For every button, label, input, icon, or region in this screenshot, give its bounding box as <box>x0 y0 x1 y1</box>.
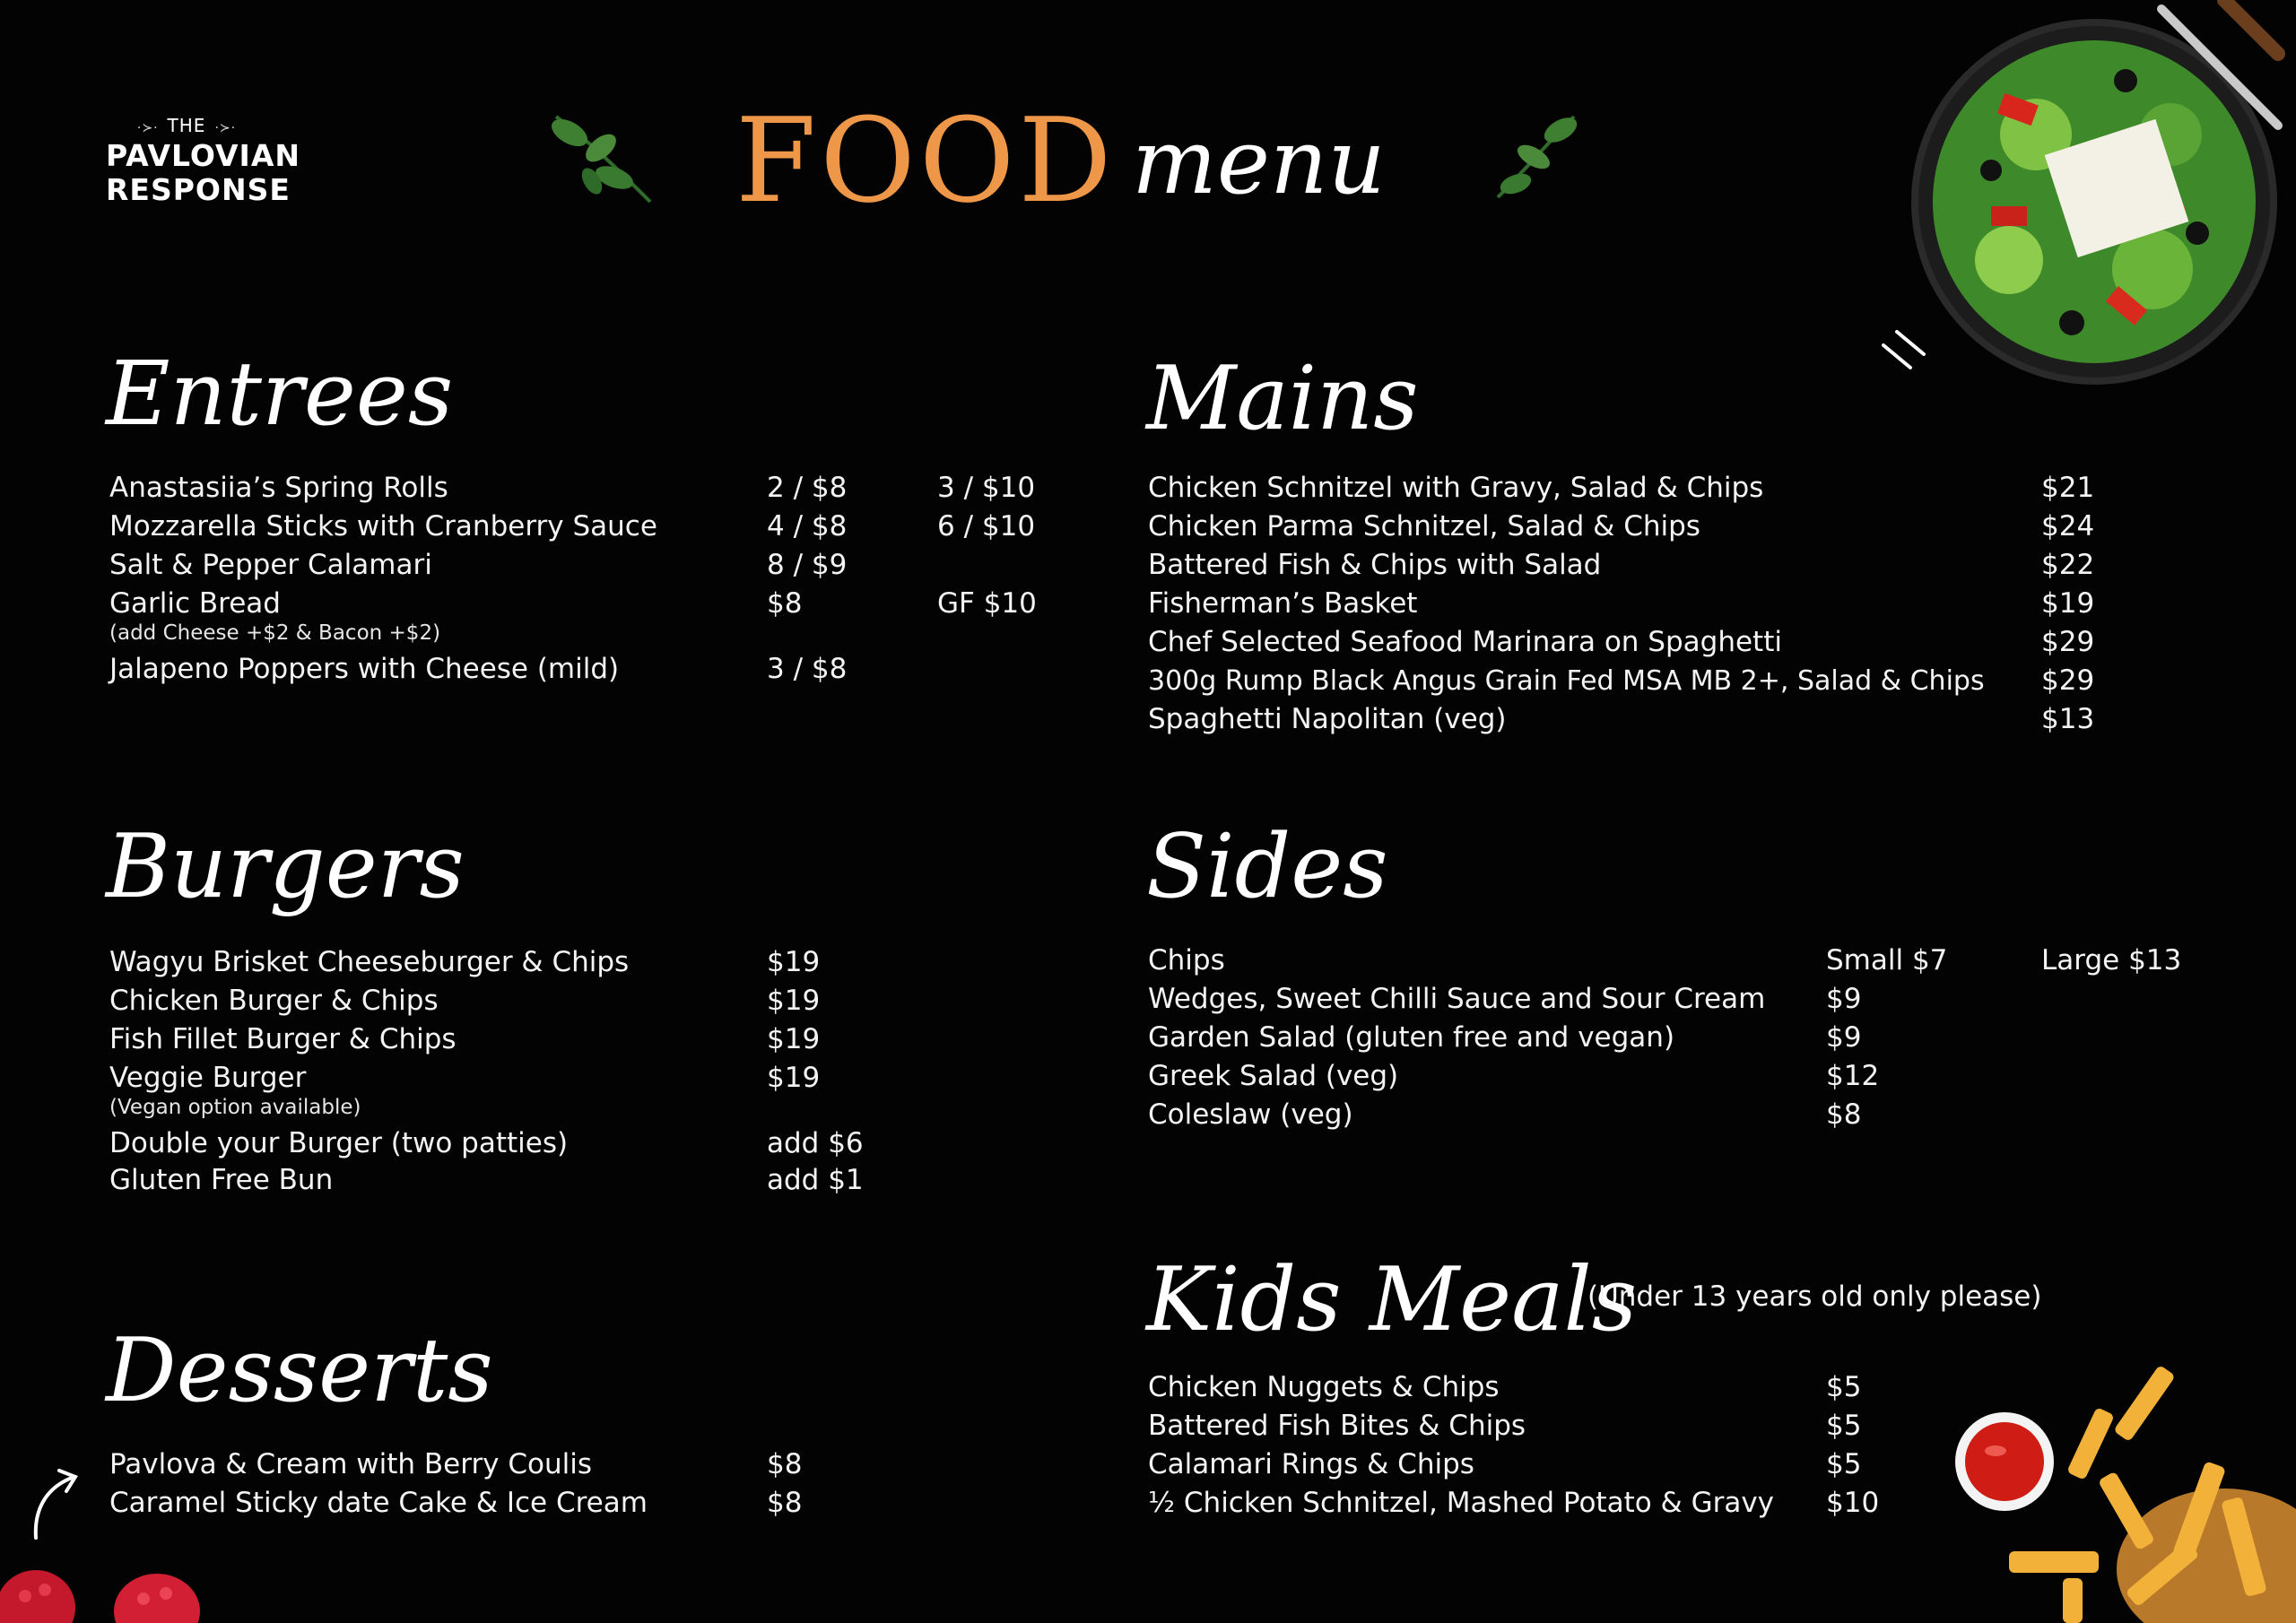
item-name: Gluten Free Bun <box>109 1164 334 1196</box>
item-price-alt: 3 / $10 <box>937 472 1036 504</box>
item-price: $8 <box>767 1487 803 1519</box>
item-name: 300g Rump Black Angus Grain Fed MSA MB 2+, Salad & Chips <box>1148 665 1985 697</box>
sides-list <box>1148 942 2224 1148</box>
kids-list <box>1148 1368 1955 1539</box>
item-price-alt: GF $10 <box>937 587 1037 620</box>
item-name: Chicken Schnitzel with Gravy, Salad & Chips <box>1148 472 1764 504</box>
item-name: Veggie Burger <box>109 1062 307 1094</box>
item-price: $5 <box>1826 1410 1862 1442</box>
desserts-list <box>109 1445 917 1535</box>
item-price: 3 / $8 <box>767 653 848 685</box>
item-note: (add Cheese +$2 & Bacon +$2) <box>109 621 441 645</box>
item-name: Double your Burger (two patties) <box>109 1127 569 1159</box>
entrees-heading: Entrees <box>106 343 454 446</box>
menu-title-food: FOOD <box>735 92 1116 229</box>
item-name: Calamari Rings & Chips <box>1148 1448 1474 1480</box>
herb-right-icon <box>1484 108 1583 206</box>
salad-bowl-icon <box>1857 0 2296 421</box>
item-name: Chicken Parma Schnitzel, Salad & Chips <box>1148 510 1700 542</box>
burgers-heading: Burgers <box>106 816 465 918</box>
fries-ketchup-icon <box>1928 1354 2296 1623</box>
item-price: $8 <box>1826 1098 1862 1131</box>
arrow-icon <box>25 1462 88 1542</box>
brand-logo <box>106 115 300 207</box>
item-name: Garlic Bread <box>109 587 281 620</box>
mains-list <box>1148 469 2135 756</box>
item-price: $19 <box>767 1062 821 1094</box>
herb-left-icon <box>538 108 664 206</box>
entrees-list <box>109 469 1060 693</box>
item-price: $9 <box>1826 1021 1862 1054</box>
item-price: $24 <box>2041 510 2095 542</box>
kids-age-note: (Under 13 years old only please) <box>1587 1280 2042 1313</box>
kids-heading: Kids Meals <box>1146 1249 1638 1351</box>
item-price: $22 <box>2041 549 2095 581</box>
item-name: Chips <box>1148 944 1225 976</box>
item-price: 2 / $8 <box>767 472 848 504</box>
item-price-alt: 6 / $10 <box>937 510 1036 542</box>
menu-title-script: menu <box>1132 109 1386 214</box>
item-name: Battered Fish Bites & Chips <box>1148 1410 1526 1442</box>
item-name: Fish Fillet Burger & Chips <box>109 1023 457 1055</box>
item-price-alt: Large $13 <box>2041 944 2182 976</box>
mains-heading: Mains <box>1146 348 1419 450</box>
logo-line-pavlovian: PAVLOVIAN <box>106 138 300 173</box>
item-name: Jalapeno Poppers with Cheese (mild) <box>109 653 620 685</box>
raspberry-icon <box>0 1556 215 1623</box>
item-price: $19 <box>2041 587 2095 620</box>
item-name: Chef Selected Seafood Marinara on Spaghetti <box>1148 626 1782 658</box>
logo-line-response: RESPONSE <box>106 172 291 207</box>
item-price: add $1 <box>767 1164 864 1196</box>
logo-line-the: ·≻· THE ·≻· <box>106 115 267 139</box>
item-name: Salt & Pepper Calamari <box>109 549 432 581</box>
desserts-heading: Desserts <box>106 1320 493 1422</box>
item-price: $29 <box>2041 626 2095 658</box>
item-name: Garden Salad (gluten free and vegan) <box>1148 1021 1675 1054</box>
item-price: $19 <box>767 946 821 978</box>
item-price: $21 <box>2041 472 2095 504</box>
item-price: $19 <box>767 1023 821 1055</box>
item-name: Chicken Nuggets & Chips <box>1148 1371 1500 1403</box>
item-name: Anastasiia’s Spring Rolls <box>109 472 448 504</box>
item-price: $13 <box>2041 703 2095 735</box>
item-price: 4 / $8 <box>767 510 848 542</box>
item-price: $10 <box>1826 1487 1880 1519</box>
item-price: $19 <box>767 985 821 1017</box>
item-price: add $6 <box>767 1127 864 1159</box>
item-price: $5 <box>1826 1448 1862 1480</box>
item-price: $8 <box>767 1448 803 1480</box>
item-price: $5 <box>1826 1371 1862 1403</box>
item-name: Spaghetti Napolitan (veg) <box>1148 703 1507 735</box>
item-price: $12 <box>1826 1060 1880 1092</box>
burgers-list <box>109 943 917 1212</box>
item-price: $29 <box>2041 664 2095 697</box>
item-name: Caramel Sticky date Cake & Ice Cream <box>109 1487 648 1519</box>
sides-heading: Sides <box>1146 816 1388 918</box>
item-name: Mozzarella Sticks with Cranberry Sauce <box>109 510 657 542</box>
item-name: Greek Salad (veg) <box>1148 1060 1399 1092</box>
item-name: ½ Chicken Schnitzel, Mashed Potato & Gravy <box>1148 1487 1775 1519</box>
item-name: Coleslaw (veg) <box>1148 1098 1353 1131</box>
item-price: $9 <box>1826 983 1862 1015</box>
item-price: Small $7 <box>1826 944 1948 976</box>
item-price: $8 <box>767 587 803 620</box>
item-name: Chicken Burger & Chips <box>109 985 439 1017</box>
item-name: Wedges, Sweet Chilli Sauce and Sour Cream <box>1148 983 1766 1015</box>
item-price: 8 / $9 <box>767 549 848 581</box>
item-name: Wagyu Brisket Cheeseburger & Chips <box>109 946 630 978</box>
item-name: Battered Fish & Chips with Salad <box>1148 549 1602 581</box>
item-name: Pavlova & Cream with Berry Coulis <box>109 1448 593 1480</box>
item-name: Fisherman’s Basket <box>1148 587 1418 620</box>
item-note: (Vegan option available) <box>109 1096 361 1119</box>
